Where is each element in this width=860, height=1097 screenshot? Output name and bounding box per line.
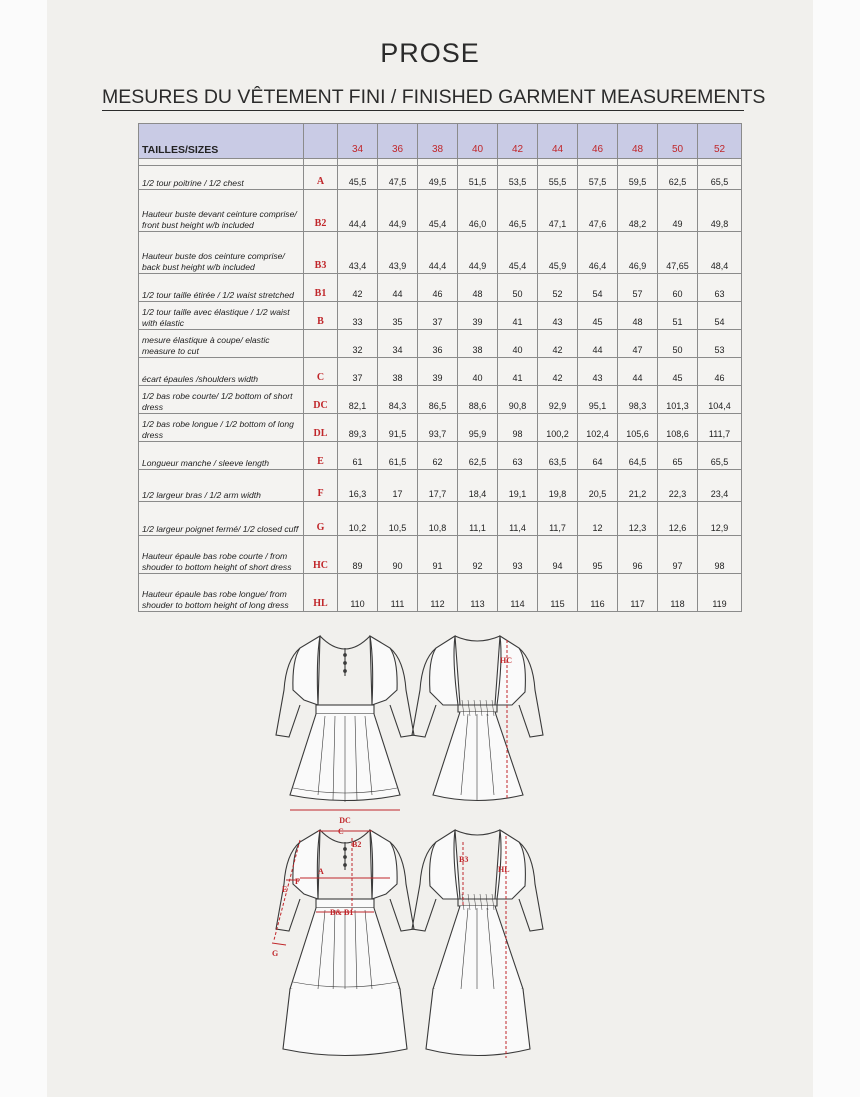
measurement-value: 64 [578, 442, 618, 470]
measurement-value: 48 [458, 274, 498, 302]
measurement-code: F [304, 470, 338, 502]
measurement-value: 64,5 [618, 442, 658, 470]
measurement-value: 44 [578, 330, 618, 358]
measurement-label: 1/2 tour taille étirée / 1/2 waist stretched [139, 274, 304, 302]
measurement-value: 108,6 [658, 414, 698, 442]
measurement-value: 92,9 [538, 386, 578, 414]
size-header-48: 48 [618, 124, 658, 159]
short-dress-back-drawing [412, 636, 543, 801]
measurement-label: 1/2 tour poitrine / 1/2 chest [139, 166, 304, 190]
measurement-value: 54 [578, 274, 618, 302]
measurement-value: 12 [578, 502, 618, 536]
size-header-34: 34 [338, 124, 378, 159]
measurement-label: Hauteur épaule bas robe longue/ from shouder to bottom height of long dress [139, 574, 304, 612]
measurement-value: 46,0 [458, 190, 498, 232]
measurement-value: 35 [378, 302, 418, 330]
measurement-value: 50 [498, 274, 538, 302]
measurement-value: 105,6 [618, 414, 658, 442]
measurement-label: mesure élastique à coupe/ elastic measure to cut [139, 330, 304, 358]
measurement-value: 43,9 [378, 232, 418, 274]
measurement-value: 86,5 [418, 386, 458, 414]
measurement-value: 91,5 [378, 414, 418, 442]
short-dress-front-drawing [276, 636, 414, 802]
f-label: F [295, 877, 300, 886]
measurement-value: 43 [538, 302, 578, 330]
measurement-value: 65,5 [698, 166, 742, 190]
measurement-value: 119 [698, 574, 742, 612]
measurement-label: Hauteur buste dos ceinture comprise/ back bust height w/b included [139, 232, 304, 274]
measurement-label: Hauteur buste devant ceinture comprise/ front bust height w/b included [139, 190, 304, 232]
measurement-value: 101,3 [658, 386, 698, 414]
measurement-value: 33 [338, 302, 378, 330]
measurement-code: B1 [304, 274, 338, 302]
measurement-value: 42 [538, 358, 578, 386]
measurement-value: 57,5 [578, 166, 618, 190]
a-label: A [318, 867, 324, 876]
measurement-value: 17 [378, 470, 418, 502]
measurement-value: 49 [658, 190, 698, 232]
measurement-value: 44,4 [338, 190, 378, 232]
measurement-value: 97 [658, 536, 698, 574]
measurement-value: 12,9 [698, 502, 742, 536]
measurement-value: 54 [698, 302, 742, 330]
measurement-value: 65,5 [698, 442, 742, 470]
measurement-value: 47,6 [578, 190, 618, 232]
measurement-value: 95 [578, 536, 618, 574]
measurement-value: 51,5 [458, 166, 498, 190]
measurement-value: 47 [618, 330, 658, 358]
long-dress-back-drawing [412, 830, 543, 995]
measurement-value: 53 [698, 330, 742, 358]
measurement-value: 90 [378, 536, 418, 574]
measurement-value: 118 [658, 574, 698, 612]
measurement-value: 44,9 [378, 190, 418, 232]
measurement-value: 57 [618, 274, 658, 302]
measurement-value: 36 [418, 330, 458, 358]
measurement-value: 23,4 [698, 470, 742, 502]
measurement-value: 92 [458, 536, 498, 574]
size-header-42: 42 [498, 124, 538, 159]
measurement-value: 22,3 [658, 470, 698, 502]
measurement-value: 51 [658, 302, 698, 330]
dc-label: DC [339, 816, 351, 825]
measurement-value: 94 [538, 536, 578, 574]
sizes-header-label: TAILLES/SIZES [139, 124, 304, 159]
measurement-label: 1/2 largeur bras / 1/2 arm width [139, 470, 304, 502]
size-header-40: 40 [458, 124, 498, 159]
measurement-code: DL [304, 414, 338, 442]
measurement-code: E [304, 442, 338, 470]
measurement-label: Hauteur épaule bas robe courte / from shouder to bottom height of short dress [139, 536, 304, 574]
measurement-value: 45 [578, 302, 618, 330]
measurement-label: 1/2 bas robe courte/ 1/2 bottom of short dress [139, 386, 304, 414]
measurement-value: 62,5 [458, 442, 498, 470]
size-header-44: 44 [538, 124, 578, 159]
measurement-label: écart épaules /shoulders width [139, 358, 304, 386]
measurement-value: 61 [338, 442, 378, 470]
measurement-code: A [304, 166, 338, 190]
hl-label: HL [498, 865, 510, 874]
measurement-value: 98 [498, 414, 538, 442]
measurement-value: 11,7 [538, 502, 578, 536]
size-header-52: 52 [698, 124, 742, 159]
measurement-code: HC [304, 536, 338, 574]
size-header-36: 36 [378, 124, 418, 159]
measurement-value: 34 [378, 330, 418, 358]
hc-label: HC [500, 656, 512, 665]
measurement-value: 37 [418, 302, 458, 330]
bb1-label: B& B1 [330, 908, 354, 917]
g-label: G [272, 949, 279, 958]
page-subtitle: MESURES DU VÊTEMENT FINI / FINISHED GARMENT MEASUREMENTS [102, 86, 744, 111]
measurement-value: 102,4 [578, 414, 618, 442]
measurement-value: 46,5 [498, 190, 538, 232]
measurement-code: B [304, 302, 338, 330]
measurement-label: 1/2 bas robe longue / 1/2 bottom of long dress [139, 414, 304, 442]
measurement-value: 113 [458, 574, 498, 612]
measurement-label: 1/2 tour taille avec élastique / 1/2 waist with élastic [139, 302, 304, 330]
measurement-value: 90,8 [498, 386, 538, 414]
measurement-value: 44 [378, 274, 418, 302]
measurement-value: 32 [338, 330, 378, 358]
measurement-value: 46 [698, 358, 742, 386]
measurement-value: 39 [418, 358, 458, 386]
measurement-value: 45,5 [338, 166, 378, 190]
measurement-value: 48 [618, 302, 658, 330]
measurement-value: 89 [338, 536, 378, 574]
measurement-code: DC [304, 386, 338, 414]
measurement-code: HL [304, 574, 338, 612]
measurement-value: 44,9 [458, 232, 498, 274]
measurement-value: 63,5 [538, 442, 578, 470]
measurement-value: 37 [338, 358, 378, 386]
measurement-value: 104,4 [698, 386, 742, 414]
measurement-value: 10,5 [378, 502, 418, 536]
g-measure-line [272, 943, 286, 945]
measurement-value: 40 [498, 330, 538, 358]
measurement-value: 19,1 [498, 470, 538, 502]
measurement-value: 17,7 [418, 470, 458, 502]
measurement-code: C [304, 358, 338, 386]
measurement-label: Longueur manche / sleeve length [139, 442, 304, 470]
measurement-value: 40 [458, 358, 498, 386]
measurement-value: 96 [618, 536, 658, 574]
measurement-value: 93,7 [418, 414, 458, 442]
measurement-value: 43,4 [338, 232, 378, 274]
measurement-value: 62,5 [658, 166, 698, 190]
measurement-value: 91 [418, 536, 458, 574]
measurement-value: 53,5 [498, 166, 538, 190]
measurement-value: 47,5 [378, 166, 418, 190]
measurement-value: 47,65 [658, 232, 698, 274]
measurement-value: 111,7 [698, 414, 742, 442]
measurement-value: 10,8 [418, 502, 458, 536]
measurement-value: 49,5 [418, 166, 458, 190]
measurement-code: B2 [304, 190, 338, 232]
measurement-value: 116 [578, 574, 618, 612]
measurement-value: 20,5 [578, 470, 618, 502]
measurement-value: 62 [418, 442, 458, 470]
measurement-value: 11,4 [498, 502, 538, 536]
e-label: E [282, 885, 288, 894]
measurement-value: 63 [498, 442, 538, 470]
measurement-value: 65 [658, 442, 698, 470]
measurement-value: 44,4 [418, 232, 458, 274]
c-label: C [338, 827, 344, 836]
measurement-value: 50 [658, 330, 698, 358]
measurement-value: 46,4 [578, 232, 618, 274]
measurement-value: 48,4 [698, 232, 742, 274]
measurement-value: 61,5 [378, 442, 418, 470]
measurement-value: 41 [498, 358, 538, 386]
measurement-value: 82,1 [338, 386, 378, 414]
measurement-value: 52 [538, 274, 578, 302]
measurement-value: 98,3 [618, 386, 658, 414]
measurement-value: 60 [658, 274, 698, 302]
measurement-value: 95,1 [578, 386, 618, 414]
measurement-value: 49,8 [698, 190, 742, 232]
size-header-50: 50 [658, 124, 698, 159]
b3-label: B3 [459, 855, 469, 864]
measurement-value: 112 [418, 574, 458, 612]
measurement-value: 110 [338, 574, 378, 612]
measurement-value: 16,3 [338, 470, 378, 502]
measurement-value: 45,9 [538, 232, 578, 274]
measurement-value: 48,2 [618, 190, 658, 232]
measurement-value: 55,5 [538, 166, 578, 190]
measurement-value: 45 [658, 358, 698, 386]
measurement-value: 43 [578, 358, 618, 386]
measurement-value: 38 [378, 358, 418, 386]
measurement-value: 21,2 [618, 470, 658, 502]
measurement-value: 42 [538, 330, 578, 358]
measurement-value: 98 [698, 536, 742, 574]
measurement-value: 45,4 [498, 232, 538, 274]
measurement-label: 1/2 largeur poignet fermé/ 1/2 closed cuff [139, 502, 304, 536]
size-header-38: 38 [418, 124, 458, 159]
measurement-value: 84,3 [378, 386, 418, 414]
measurement-value: 88,6 [458, 386, 498, 414]
measurement-value: 47,1 [538, 190, 578, 232]
measurement-value: 59,5 [618, 166, 658, 190]
measurement-value: 38 [458, 330, 498, 358]
measurement-value: 46 [418, 274, 458, 302]
measurement-value: 95,9 [458, 414, 498, 442]
measurement-value: 41 [498, 302, 538, 330]
measurement-value: 111 [378, 574, 418, 612]
measurement-value: 12,6 [658, 502, 698, 536]
measurement-value: 63 [698, 274, 742, 302]
measurement-value: 115 [538, 574, 578, 612]
measurement-value: 89,3 [338, 414, 378, 442]
measurement-value: 10,2 [338, 502, 378, 536]
brand-title: PROSE [380, 38, 480, 68]
measurement-value: 45,4 [418, 190, 458, 232]
measurement-value: 18,4 [458, 470, 498, 502]
measurement-value: 114 [498, 574, 538, 612]
measurement-value: 12,3 [618, 502, 658, 536]
measurement-value: 42 [338, 274, 378, 302]
measurement-value: 11,1 [458, 502, 498, 536]
measurement-code: G [304, 502, 338, 536]
b2-label: B2 [352, 840, 362, 849]
measurement-value: 46,9 [618, 232, 658, 274]
measurement-value: 100,2 [538, 414, 578, 442]
measurement-value: 19,8 [538, 470, 578, 502]
measurement-value: 93 [498, 536, 538, 574]
measurement-value: 117 [618, 574, 658, 612]
measurement-value: 39 [458, 302, 498, 330]
measurement-code: B3 [304, 232, 338, 274]
measurement-value: 44 [618, 358, 658, 386]
size-header-46: 46 [578, 124, 618, 159]
